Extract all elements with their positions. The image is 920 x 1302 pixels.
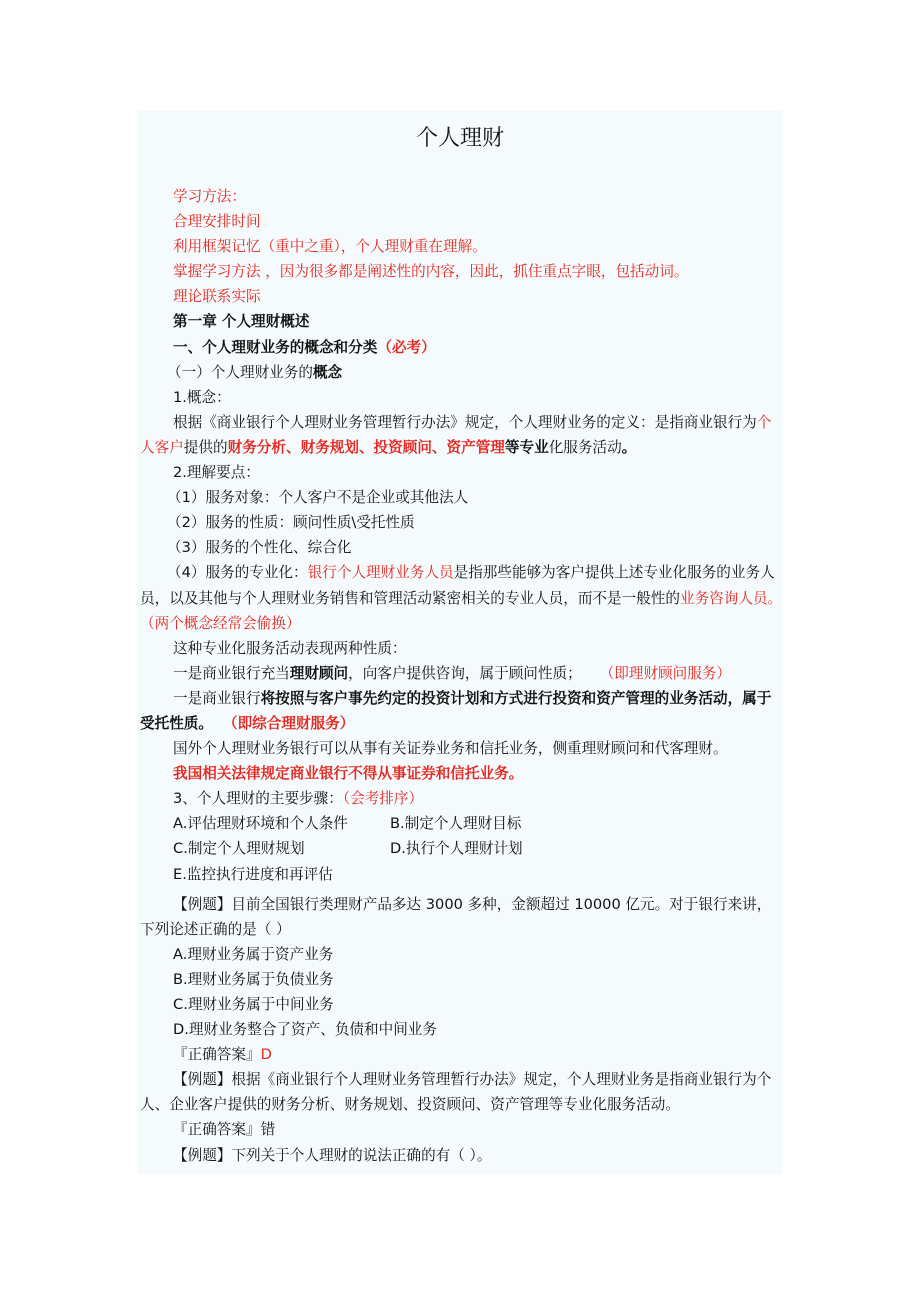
example-question [137,1067,783,1117]
steps-row [137,811,783,836]
nature-text: ，向客户提供咨询，属于顾问性质； [348,664,582,682]
example-question [137,892,783,942]
key-point: （3）服务的个性化、综合化 [167,539,352,557]
example-option: B.理财业务属于负债业务 [173,970,334,988]
subsection-keyword: 概念 [312,363,343,381]
section-title [137,335,783,360]
study-method-item: 理论联系实际 [173,288,261,306]
key-point: （1）服务对象：个人客户不是企业或其他法人 [167,489,469,507]
definition-text: 等专业 [504,438,549,456]
key-point-highlight: 银行个人理财业务人员 [307,564,454,582]
answer-label: 『正确答案』 [173,1046,261,1064]
definition-client: 个人客户 [140,413,772,456]
chapter-title: 第一章 个人理财概述 [173,313,310,331]
nature-bold: 理财顾问 [289,664,349,682]
example-option: C.理财业务属于中间业务 [173,996,334,1013]
key-point [137,560,783,635]
section-tag: （必考） [377,338,436,356]
definition-text: 化服务活动 [548,438,622,456]
nature-tag: （即理财顾问服务） [599,664,732,682]
example-text: 目前全国银行类理财产品多达 3000 多种，金额超过 10000 亿元。对于银行来讲，下列论述正确的是（ ） [140,895,772,938]
step-item: D.执行个人理财计划 [390,840,523,858]
concept-label: 1.概念： [173,388,231,406]
steps-title [137,786,783,811]
example-option: A.理财业务属于资产业务 [173,945,334,963]
example-tag: 【例题】 [173,1071,232,1089]
steps-tag: （会考排序） [342,790,424,808]
definition-text: 根据《商业银行个人理财业务管理暂行办法》规定，个人理财业务的定义：是指商业银行为 [173,413,757,431]
key-point-text: 是指那些能够为客户提供上述专业化服务的业务人员，以及其他与个人理财业务销售和管理活动紧密相关的专业人员，而不是一般性的 [140,564,775,607]
key-point: （2）服务的性质：顾问性质\受托性质 [167,514,415,532]
steps-row [137,836,783,861]
steps-title-text: 3、个人理财的主要步骤： [173,790,343,808]
nature-bold: 将按照与客户事先约定的投资计划和方式进行投资和资产管理的业务活动，属于受托性质。 [140,689,772,732]
step-item: C.制定个人理财规划 [173,840,305,858]
study-method-item: 合理安排时间 [173,213,261,231]
document-body [137,184,783,1168]
step-item: E.监控执行进度和再评估 [173,865,333,883]
section-title-text: 一、个人理财业务的概念和分类 [173,338,378,356]
example-tag: 【例题】 [173,895,232,913]
concept-definition [137,410,783,460]
subsection-prefix: （一）个人理财业务的 [167,363,313,381]
definition-text: 提供的 [183,438,228,456]
definition-services: 财务分析、财务规划、投资顾问、资产管理 [227,438,505,456]
answer-value: D [260,1046,272,1064]
study-method-item: 掌握学习方法 ，因为很多都是阐述性的内容，因此，抓住重点字眼，包括动词。 [173,263,689,281]
key-points-label: 2.理解要点： [173,464,260,482]
nature-intro: 这种专业化服务活动表现两种性质： [173,639,407,657]
step-item: B.制定个人理财目标 [390,815,522,833]
document-page [137,111,783,1174]
nature-text: 一是商业银行 [173,689,261,707]
key-point-text: （4）服务的专业化： [167,564,308,582]
answer-value: 错 [260,1121,276,1139]
subsection-title [137,360,783,385]
nature-tag: （即综合理财服务） [222,714,355,732]
page-title: 个人理财 [415,126,504,151]
example-tag: 【例题】 [173,1146,232,1164]
study-method-heading: 学习方法： [173,188,246,205]
example-answer [137,1042,783,1067]
nature-domestic: 我国相关法律规定商业银行不得从事证券和信托业务。 [173,765,524,783]
study-method-item: 利用框架记忆（重中之重），个人理财重在理解。 [173,238,487,256]
example-option: D.理财业务整合了资产、负债和中间业务 [173,1021,437,1039]
key-point-highlight: 业务咨询人员。（两个概念经常会偷换） [140,589,783,632]
answer-label: 『正确答案』 [173,1121,261,1139]
example-text: 根据《商业银行个人理财业务管理暂行办法》规定，个人理财业务是指商业银行为个人、企业客户提供的财务分析、财务规划、投资顾问、资产管理等专业化服务活动。 [140,1071,772,1114]
nature-foreign: 国外个人理财业务银行可以从事有关证券业务和信托业务，侧重理财顾问和代客理财。 [173,740,728,758]
nature-one [137,661,783,686]
step-item: A.评估理财环境和个人条件 [173,815,348,833]
nature-two [137,686,783,736]
example-text: 下列关于个人理财的说法正确的有（ ）。 [231,1146,492,1164]
nature-text: 一是商业银行充当 [173,664,290,682]
definition-end: 。 [621,438,637,456]
example-answer [137,1117,783,1142]
example-question [137,1143,783,1168]
